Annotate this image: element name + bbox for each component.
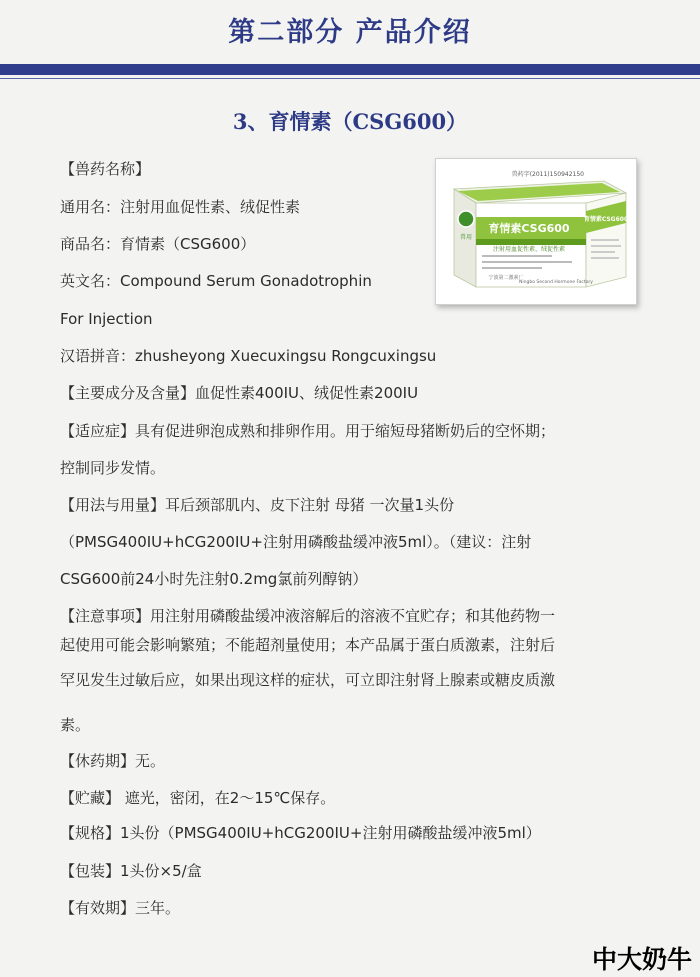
precautions-line-2: 起使用可能会影响繁殖；不能超剂量使用；本产品属于蛋白质激素，注射后 [60, 636, 556, 654]
precautions-line-4: 素。 [60, 716, 91, 734]
precautions-line-1: 【注意事项】用注射用磷酸盐缓冲液溶解后的溶液不宜贮存；和其他药物一 [60, 607, 556, 625]
product-box-illustration [436, 159, 636, 304]
product-tagline: 注射用血促性素、绒促性素 [492, 246, 566, 253]
approval-number: 兽药字(2011)150942150 [511, 171, 584, 178]
specification-line: 【规格】1头份（PMSG400IU+hCG200IU+注射用磷酸盐缓冲液5ml） [60, 824, 541, 842]
generic-name-line: 通用名：注射用血促性素、绒促性素 [60, 198, 301, 216]
section-title: 3、育情素（CSG600） [232, 109, 468, 134]
product-image [435, 158, 637, 305]
withdrawal-period-line: 【休药期】无。 [60, 752, 166, 770]
header-divider-bar [0, 64, 700, 75]
indications-line-1: 【适应症】具有促进卵泡成熟和排卵作用。用于缩短母猪断奶后的空怀期； [60, 422, 556, 440]
indications-line-2: 控制同步发情。 [60, 459, 166, 477]
packaging-line: 【包装】1头份×5/盒 [60, 862, 202, 880]
expiry-line: 【有效期】三年。 [60, 899, 181, 917]
ingredients-line: 【主要成分及含量】血促性素400IU、绒促性素200IU [60, 384, 419, 402]
english-name-line: 英文名：Compound Serum Gonadotrophin [60, 272, 372, 290]
pinyin-line: 汉语拼音：zhusheyong Xuecuxingsu Rongcuxingsu [60, 347, 437, 365]
dosage-line-1: 【用法与用量】耳后颈部肌内、皮下注射 母猪 一次量1头份 [60, 496, 455, 514]
company-cn: 宁波第二激素厂 [488, 275, 524, 281]
product-logo-text: 兽用 [459, 234, 473, 241]
trade-name-line: 商品名：育情素（CSG600） [60, 235, 256, 253]
page-header-title: 第二部分 产品介绍 [228, 17, 472, 48]
english-name-continued-line: For Injection [60, 310, 153, 328]
watermark: 中大奶牛 [591, 945, 692, 974]
precautions-line-3: 罕见发生过敏后应，如果出现这样的症状，可立即注射肾上腺素或糖皮质激 [60, 671, 556, 689]
company-en: Ningbo Second Hormone Factory [519, 280, 593, 285]
vet-drug-name-heading: 【兽药名称】 [60, 160, 151, 178]
header-divider-line [0, 78, 700, 79]
product-side-label: 育情素CSG600 [583, 216, 629, 223]
dosage-line-3: CSG600前24小时先注射0.2mg氯前列醇钠） [60, 570, 368, 588]
dosage-line-2: （PMSG400IU+hCG200IU+注射用磷酸盐缓冲液5ml）。（建议：注射 [60, 533, 532, 551]
product-brand-name: 育情素CSG600 [488, 222, 570, 235]
storage-line: 【贮藏】 遮光，密闭，在2～15℃保存。 [60, 789, 336, 807]
